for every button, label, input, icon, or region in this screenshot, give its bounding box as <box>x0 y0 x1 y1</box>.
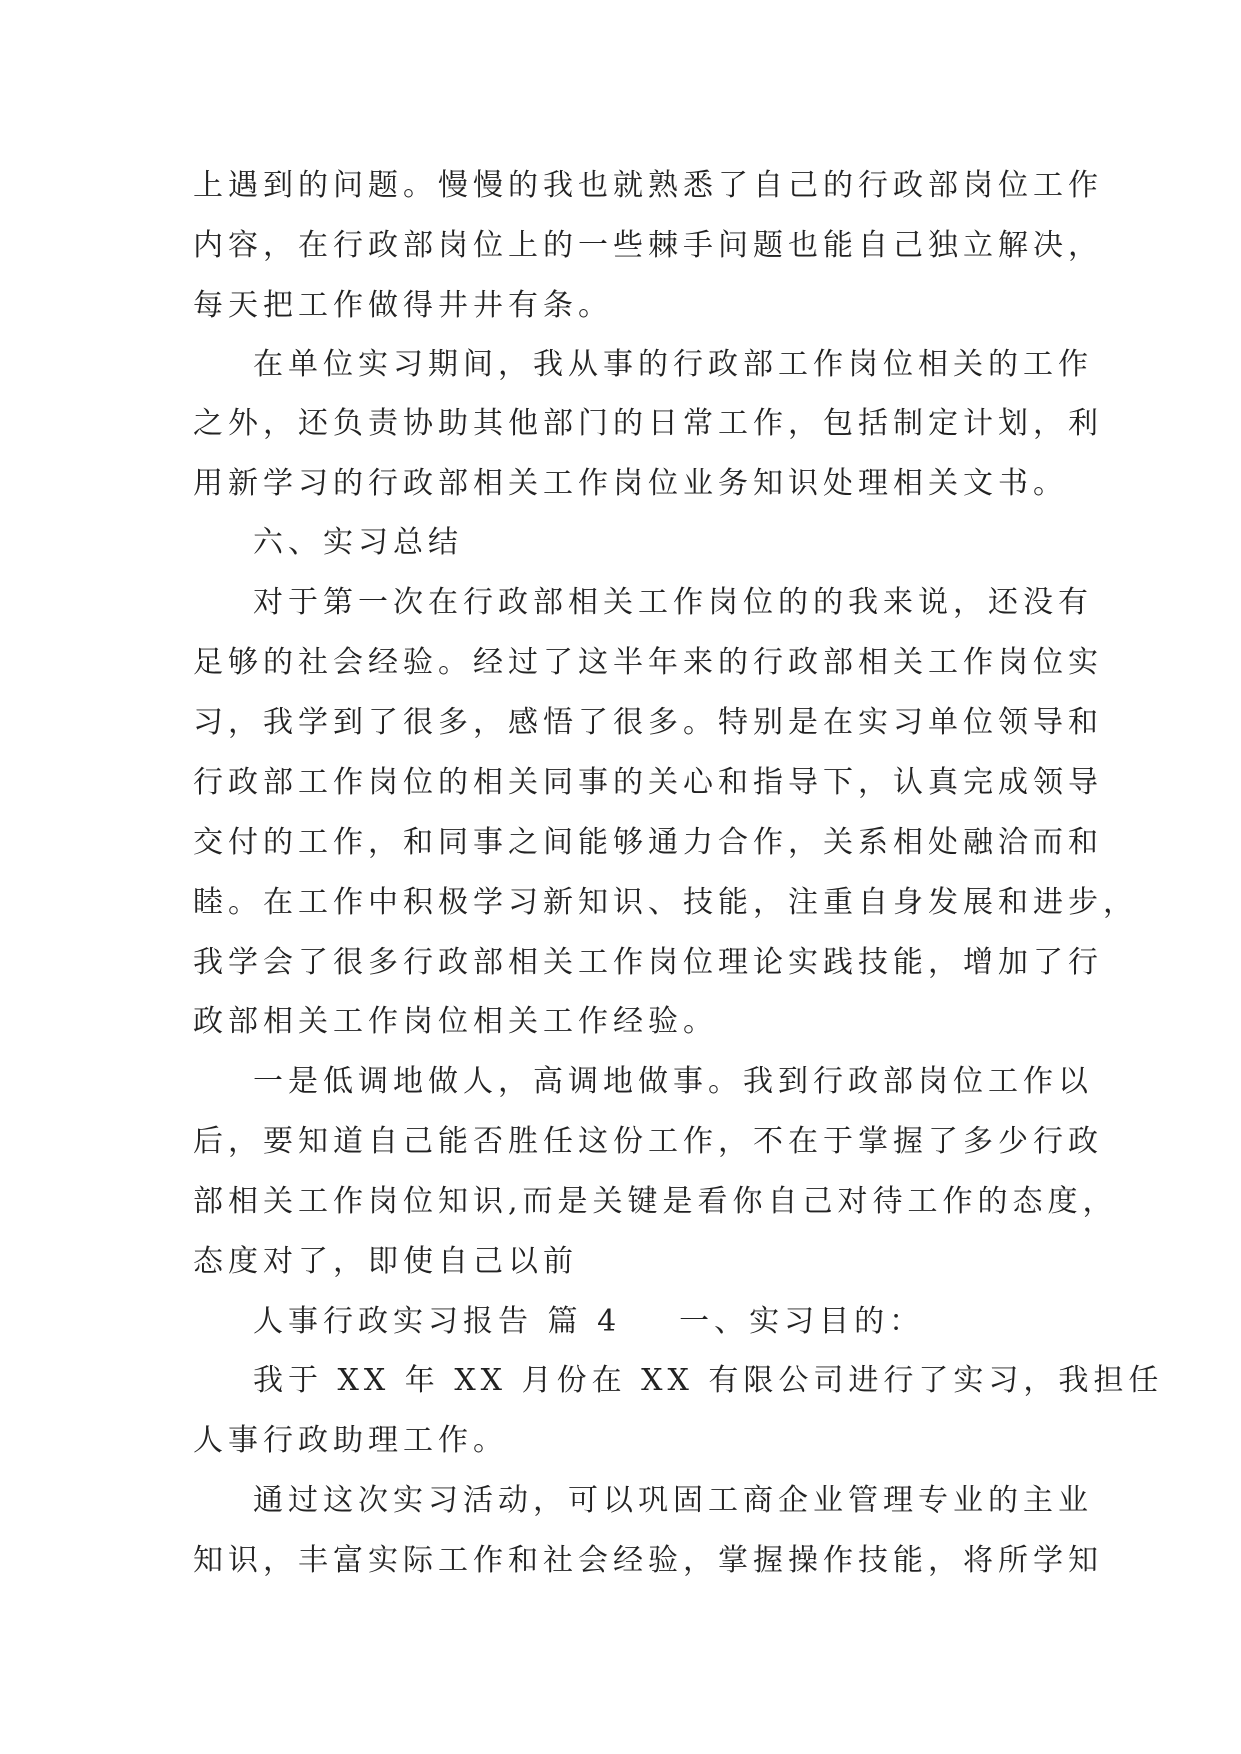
report-heading-line <box>253 1304 1133 1340</box>
paragraph-line: 交付的工作，和同事之间能够通力合作，关系相处融洽而和 <box>193 825 1103 860</box>
paragraph-line: 部相关工作岗位知识,而是关键是看你自己对待工作的态度， <box>193 1184 1118 1219</box>
paragraph-line: 后，要知道自己能否胜任这份工作，不在于掌握了多少行政 <box>193 1124 1103 1159</box>
paragraph-line: 足够的社会经验。经过了这半年来的行政部相关工作岗位实 <box>193 645 1103 680</box>
paragraph-line: 我于 XX 年 XX 月份在 XX 有限公司进行了实习，我担任 <box>253 1363 1164 1398</box>
paragraph-line: 态度对了，即使自己以前 <box>193 1244 578 1279</box>
paragraph-line: 在单位实习期间，我从事的行政部工作岗位相关的工作 <box>253 347 1093 382</box>
section-heading: 一、实习目的： <box>679 1304 925 1339</box>
paragraph-line: 行政部工作岗位的相关同事的关心和指导下，认真完成领导 <box>193 765 1103 800</box>
paragraph-line: 之外，还负责协助其他部门的日常工作，包括制定计划，利 <box>193 406 1103 441</box>
paragraph-line: 对于第一次在行政部相关工作岗位的的我来说，还没有 <box>253 585 1093 620</box>
paragraph-line: 通过这次实习活动，可以巩固工商企业管理专业的主业 <box>253 1483 1093 1518</box>
section-heading: 六、实习总结 <box>253 525 463 560</box>
paragraph-line: 我学会了很多行政部相关工作岗位理论实践技能，增加了行 <box>193 945 1103 980</box>
paragraph-line: 用新学习的行政部相关工作岗位业务知识处理相关文书。 <box>193 466 1068 501</box>
report-title: 人事行政实习报告 篇 4 <box>253 1304 622 1339</box>
paragraph-line: 上遇到的问题。慢慢的我也就熟悉了自己的行政部岗位工作 <box>193 168 1103 203</box>
paragraph-line: 一是低调地做人，高调地做事。我到行政部岗位工作以 <box>253 1064 1093 1099</box>
paragraph-line: 睦。在工作中积极学习新知识、技能，注重自身发展和进步， <box>193 885 1138 920</box>
paragraph-line: 知识，丰富实际工作和社会经验，掌握操作技能，将所学知 <box>193 1543 1103 1578</box>
paragraph-line: 内容，在行政部岗位上的一些棘手问题也能自己独立解决， <box>193 228 1103 263</box>
paragraph-line: 人事行政助理工作。 <box>193 1423 508 1458</box>
paragraph-line: 政部相关工作岗位相关工作经验。 <box>193 1004 718 1039</box>
paragraph-line: 习，我学到了很多，感悟了很多。特别是在实习单位领导和 <box>193 705 1103 740</box>
paragraph-line: 每天把工作做得井井有条。 <box>193 288 613 323</box>
